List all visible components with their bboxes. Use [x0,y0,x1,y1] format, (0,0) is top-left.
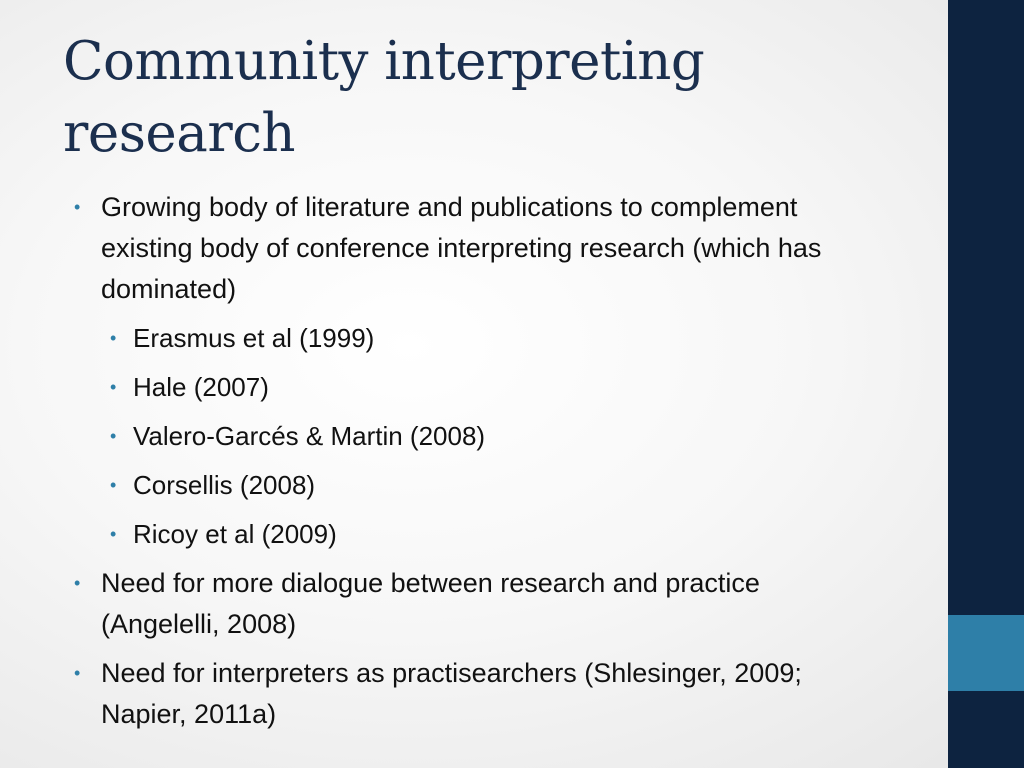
bullet-dot-icon: • [110,377,117,397]
bullet-item [72,653,872,735]
sub-bullet-item [72,416,872,457]
sub-bullet-item [72,367,872,408]
bullet-text: Need for interpreters as practisearchers (Shlesinger, 2009; Napier, 2011a) [101,658,802,729]
sub-bullet-item [72,465,872,506]
bullet-text: Growing body of literature and publications to complement existing body of conference interpreting research (which has dominated) [101,192,822,304]
bullet-dot-icon: • [74,573,81,593]
bullet-dot-icon: • [110,328,117,348]
sub-bullet-text: Ricoy et al (2009) [133,519,337,549]
sub-bullet-item [72,318,872,359]
sub-bullet-text: Erasmus et al (1999) [133,323,375,353]
bullet-item [72,187,872,310]
sub-bullet-text: Valero-Garcés & Martin (2008) [133,421,486,451]
bullet-dot-icon: • [110,426,117,446]
bullet-list [72,187,872,743]
side-accent-block [948,615,1024,691]
bullet-dot-icon: • [110,524,117,544]
sub-bullet-item [72,514,872,555]
sub-bullet-text: Corsellis (2008) [133,470,316,500]
bullet-item [72,563,872,645]
sub-bullet-text: Hale (2007) [133,372,269,402]
slide-title: Community interpreting research [63,31,705,164]
bullet-text: Need for more dialogue between research and practice (Angelelli, 2008) [101,568,760,639]
bullet-dot-icon: • [74,197,81,217]
bullet-dot-icon: • [74,663,81,683]
bullet-dot-icon: • [110,475,117,495]
